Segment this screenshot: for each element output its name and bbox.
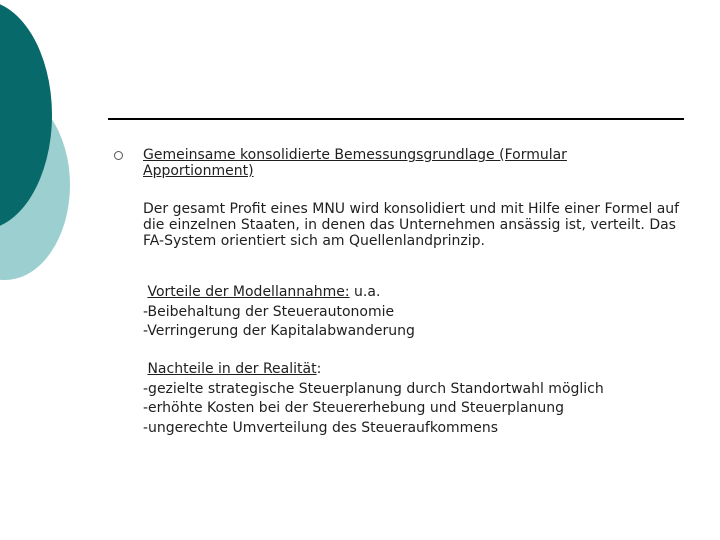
advantages-title: Vorteile der Modellannahme: [147, 284, 350, 300]
advantage-item: -Beibehaltung der Steuerautonomie [143, 303, 395, 320]
advantage-item: -Verringerung der Kapitalabwanderung [143, 323, 415, 339]
disadvantages-suffix: : [316, 361, 322, 377]
heading: Gemeinsame konsolidierte Bemessungsgrundlage (Formular Apportionment) [143, 147, 567, 179]
title-divider [108, 118, 684, 120]
disadvantage-item: -gezielte strategische Steuerplanung durch Standortwahl möglich [143, 380, 604, 397]
disadvantage-item: -erhöhte Kosten bei der Steuererhebung und Steuerplanung [143, 400, 565, 416]
description-paragraph: Der gesamt Profit eines MNU wird konsolidiert und mit Hilfe einer Formel auf die einzelnen Staaten, in denen das Unternehmen ansässig ist, verteilt. Das FA-System orientiert sich am Quellenlandprinzip. [143, 201, 680, 249]
advantages-suffix: u.a. [349, 284, 381, 300]
advantages-header-line [143, 283, 415, 303]
disadvantages-block [143, 360, 604, 438]
disadvantages-title: Nachteile in der Realität [147, 361, 317, 377]
disadvantages-header-line [143, 360, 604, 380]
hollow-circle-bullet-icon [114, 151, 123, 160]
disadvantage-item: -ungerechte Umverteilung des Steueraufkommens [143, 419, 499, 436]
advantages-block [143, 283, 415, 342]
